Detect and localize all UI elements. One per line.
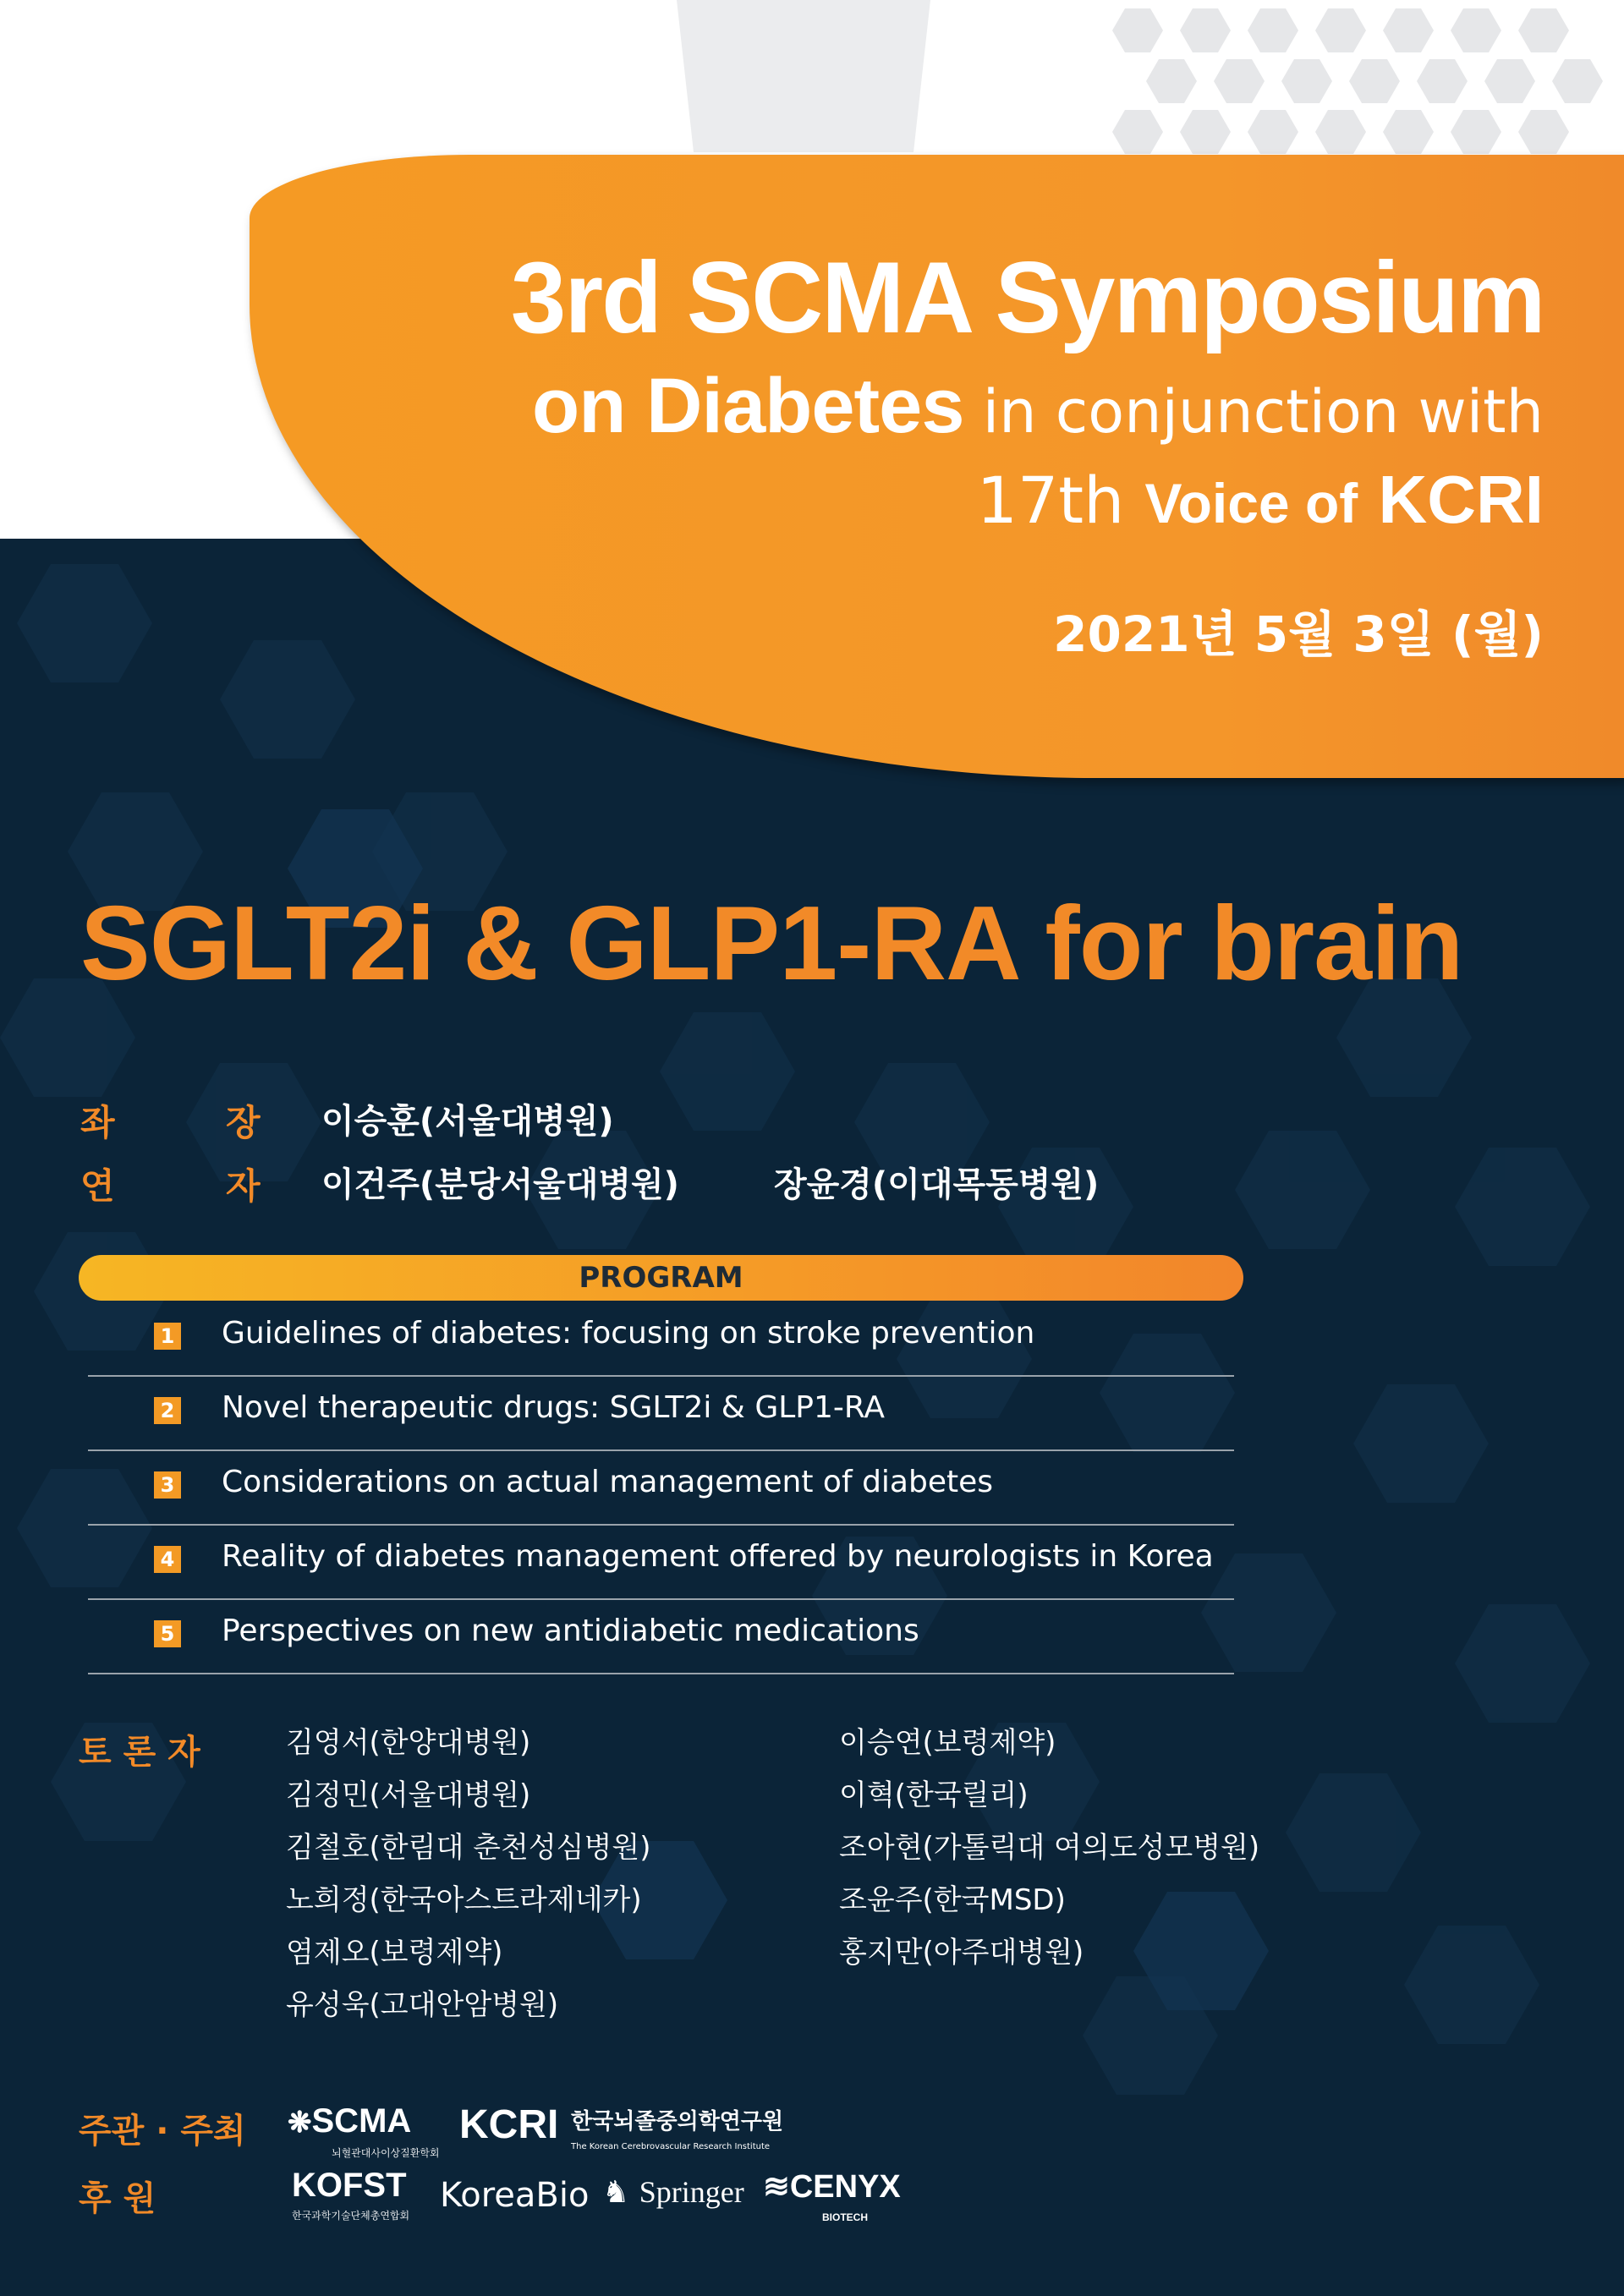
speaker-name-2: 장윤경(이대목동병원) — [774, 1165, 1100, 1204]
discussant-name: 김정민(서울대병원) — [286, 1778, 531, 1812]
discussant-name: 이혁(한국릴리) — [839, 1778, 1029, 1812]
discussant-name: 김영서(한양대병원) — [286, 1726, 531, 1760]
host-label: 주관 · 주최 — [79, 2112, 246, 2151]
program-item-number: 4 — [154, 1546, 181, 1573]
discussant-name: 조아현(가톨릭대 여의도성모병원) — [839, 1831, 1260, 1865]
program-heading-bar: PROGRAM — [79, 1255, 1243, 1301]
program-item-text: Reality of diabetes management offered by neurologists in Korea — [222, 1539, 1214, 1574]
chair-label-2: 장 — [226, 1102, 261, 1143]
cenyx-mark-icon: ≋ — [763, 2169, 790, 2205]
kcri-english-name: The Korean Cerebrovascular Research Institute — [571, 2142, 771, 2151]
discussants-right-column — [839, 1722, 1259, 1984]
horse-icon: ♞ — [602, 2175, 630, 2210]
symposium-title: 3rd SCMA Symposium — [510, 241, 1544, 354]
discussant-name: 노희정(한국아스트라제네카) — [286, 1883, 642, 1917]
flask-silhouette-decoration — [660, 0, 947, 152]
cenyx-logo — [763, 2169, 901, 2233]
discussant-name: 홍지만(아주대병원) — [839, 1936, 1084, 1970]
scma-logo-subtext: 뇌혈관대사이상질환학회 — [332, 2147, 440, 2159]
program-item-number: 2 — [154, 1397, 181, 1424]
program-item-text: Considerations on actual management of diabetes — [222, 1465, 994, 1499]
kcri-institute-name — [571, 2109, 783, 2160]
speaker-label-2: 자 — [226, 1165, 261, 1207]
kcri-logo-text: KCRI — [1378, 462, 1544, 537]
program-item-number: 3 — [154, 1471, 181, 1499]
speaker-name-1: 이건주(분당서울대병원) — [321, 1165, 679, 1204]
discussant-name: 유성욱(고대안암병원) — [286, 1988, 559, 2022]
chair-name: 이승훈(서울대병원) — [321, 1102, 614, 1141]
voice-of-text: Voice of — [1144, 472, 1358, 534]
koreabio-logo: KoreaBio — [440, 2176, 590, 2215]
chair-label-1: 좌 — [80, 1102, 115, 1143]
symposium-subtitle — [532, 362, 1544, 451]
sponsor-label: 후 원 — [79, 2179, 156, 2218]
speaker-label-1: 연 — [80, 1165, 115, 1207]
voice-of-kcri-line — [977, 461, 1544, 539]
discussants-left-column — [286, 1722, 650, 2036]
brain-icon: ❋ — [288, 2107, 312, 2139]
program-item-text: Perspectives on new antidiabetic medications — [222, 1614, 919, 1648]
program-item — [88, 1375, 1234, 1451]
program-item — [88, 1301, 1234, 1377]
program-item-number: 5 — [154, 1620, 181, 1647]
springer-logo-text: Springer — [639, 2175, 744, 2209]
main-title: SGLT2i & GLP1-RA for brain — [80, 885, 1463, 1002]
discussant-name: 조윤주(한국MSD) — [839, 1883, 1066, 1917]
kofst-logo-subtext: 한국과학기술단체총연합회 — [292, 2210, 410, 2222]
discussant-name: 이승연(보령제약) — [839, 1726, 1056, 1760]
discussant-name: 김철호(한림대 춘천성심병원) — [286, 1831, 651, 1865]
kcri-logo: KCRI — [459, 2102, 559, 2147]
program-item — [88, 1524, 1234, 1600]
kcri-korean-name: 한국뇌졸중의학연구원 — [571, 2109, 784, 2134]
cenyx-logo-text: CENYX — [789, 2169, 901, 2205]
discussants-label: 토 론 자 — [79, 1733, 200, 1772]
subtitle-bold: on Diabetes — [532, 363, 964, 449]
scma-logo — [288, 2102, 440, 2168]
program-item-text: Novel therapeutic drugs: SGLT2i & GLP1-RA — [222, 1390, 886, 1425]
hexagon-pattern-decoration — [1100, 0, 1607, 169]
program-item — [88, 1449, 1234, 1526]
event-date: 2021년 5월 3일 (월) — [1053, 606, 1544, 663]
program-item-number: 1 — [154, 1323, 181, 1350]
kofst-logo — [292, 2167, 410, 2231]
springer-logo — [602, 2172, 744, 2213]
program-item-text: Guidelines of diabetes: focusing on stroke prevention — [222, 1316, 1035, 1351]
discussant-name: 염제오(보령제약) — [286, 1936, 503, 1970]
subtitle-rest: in conjunction with — [963, 377, 1544, 447]
cenyx-logo-subtext: BIOTECH — [822, 2211, 868, 2223]
program-item — [88, 1598, 1234, 1674]
edition-number: 17th — [976, 463, 1125, 538]
scma-logo-text: SCMA — [311, 2102, 412, 2140]
kofst-logo-text: KOFST — [292, 2167, 407, 2204]
